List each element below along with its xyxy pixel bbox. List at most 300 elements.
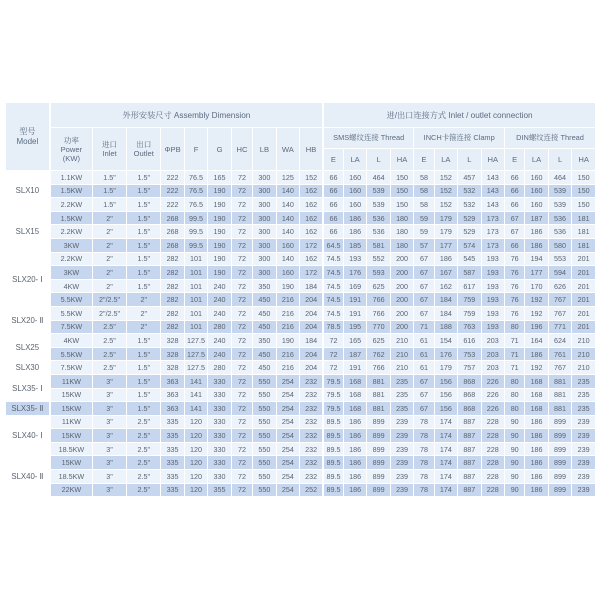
connection-cell: 193: [481, 266, 504, 280]
dimension-cell: 204: [300, 347, 323, 361]
connection-cell: 186: [343, 225, 366, 239]
dimension-cell: 355: [208, 483, 231, 497]
connection-cell: 67: [414, 279, 434, 293]
connection-cell: 58: [414, 184, 434, 198]
model-cell: SLX20- Ⅱ: [6, 306, 50, 333]
connection-cell: 89.5: [323, 470, 343, 484]
connection-cell: 160: [525, 171, 548, 185]
dimension-cell: 160: [276, 238, 299, 252]
connection-cell: 174: [434, 429, 457, 443]
dimension-cell: 72: [231, 361, 252, 375]
connection-cell: 626: [548, 279, 571, 293]
dimension-cell: 101: [184, 306, 207, 320]
connection-cell: 72: [323, 347, 343, 361]
dimension-cell: 72: [231, 442, 252, 456]
dimension-cell: 120: [184, 442, 207, 456]
dimension-cell: 232: [300, 415, 323, 429]
connection-cell: 74.5: [323, 266, 343, 280]
connection-cell: 228: [481, 429, 504, 443]
connection-cell: 66: [323, 211, 343, 225]
connection-cell: 239: [572, 442, 596, 456]
connection-cell: 235: [390, 388, 413, 402]
table-row: [6, 334, 596, 348]
connection-cell: 868: [458, 374, 481, 388]
connection-cell: 78.5: [323, 320, 343, 334]
connection-cell: 78: [414, 483, 434, 497]
model-cell: SLX20- Ⅰ: [6, 252, 50, 306]
outlet-cell: 1.5": [127, 334, 161, 348]
connection-cell: 90: [505, 456, 525, 470]
conn-col-header: HA: [390, 148, 413, 170]
connection-cell: 192: [525, 293, 548, 307]
connection-cell: 201: [572, 266, 596, 280]
model-header: 型号 Model: [6, 103, 50, 171]
connection-cell: 165: [343, 334, 366, 348]
dimension-cell: 72: [231, 429, 252, 443]
connection-cell: 80: [505, 320, 525, 334]
spec-table: [6, 103, 596, 497]
model-cell: SLX35- Ⅱ: [6, 402, 50, 416]
dimension-cell: 282: [161, 279, 184, 293]
connection-cell: 174: [434, 415, 457, 429]
table-row: [6, 361, 596, 375]
dimension-cell: 550: [253, 374, 276, 388]
connection-cell: 464: [548, 171, 571, 185]
connection-cell: 545: [458, 252, 481, 266]
connection-cell: 152: [434, 184, 457, 198]
connection-cell: 150: [572, 184, 596, 198]
inlet-cell: 2.5": [92, 334, 126, 348]
power-cell: 1.5KW: [50, 211, 93, 225]
dimension-cell: 216: [276, 293, 299, 307]
dimension-cell: 72: [231, 483, 252, 497]
connection-cell: 228: [481, 442, 504, 456]
connection-cell: 156: [434, 374, 457, 388]
connection-cell: 881: [367, 402, 390, 416]
connection-cell: 766: [367, 361, 390, 375]
power-cell: 5.5KW: [50, 347, 93, 361]
connection-cell: 57: [414, 238, 434, 252]
power-cell: 4KW: [50, 279, 93, 293]
dimension-cell: 76.5: [184, 171, 207, 185]
connection-cell: 186: [525, 225, 548, 239]
connection-cell: 186: [343, 483, 366, 497]
connection-cell: 899: [367, 442, 390, 456]
outlet-cell: 1.5": [127, 211, 161, 225]
inlet-cell: 3": [92, 442, 126, 456]
dimension-cell: 99.5: [184, 211, 207, 225]
connection-cell: 226: [481, 388, 504, 402]
inlet-cell: 1.5": [92, 184, 126, 198]
connection-cell: 185: [343, 238, 366, 252]
table-row: [6, 238, 596, 252]
connection-cell: 79.5: [323, 388, 343, 402]
table-row: [6, 320, 596, 334]
conn-col-header: L: [548, 148, 571, 170]
connection-cell: 761: [548, 347, 571, 361]
power-cell: 4KW: [50, 334, 93, 348]
table-row: [6, 347, 596, 361]
connection-cell: 539: [367, 198, 390, 212]
connection-cell: 457: [458, 171, 481, 185]
model-cell: SLX40- Ⅰ: [6, 415, 50, 456]
dim-header: HB: [300, 128, 323, 171]
connection-cell: 193: [343, 252, 366, 266]
dimension-cell: 330: [208, 388, 231, 402]
connection-cell: 228: [481, 483, 504, 497]
dimension-cell: 330: [208, 470, 231, 484]
connection-cell: 168: [525, 388, 548, 402]
model-cell: SLX30: [6, 361, 50, 375]
dimension-cell: 240: [208, 293, 231, 307]
connection-cell: 160: [525, 184, 548, 198]
dimension-cell: 101: [184, 266, 207, 280]
dimension-cell: 254: [276, 483, 299, 497]
dimension-cell: 190: [208, 225, 231, 239]
inlet-cell: 2.5": [92, 320, 126, 334]
inlet-cell: 2": [92, 279, 126, 293]
dimension-cell: 300: [253, 252, 276, 266]
connection-cell: 624: [548, 334, 571, 348]
connection-cell: 899: [367, 470, 390, 484]
connection-cell: 176: [343, 266, 366, 280]
connection-cell: 239: [390, 415, 413, 429]
dimension-cell: 141: [184, 388, 207, 402]
connection-cell: 170: [525, 279, 548, 293]
dim-header: HC: [231, 128, 252, 171]
connection-cell: 78: [414, 442, 434, 456]
connection-cell: 187: [525, 211, 548, 225]
table-row: [6, 470, 596, 484]
connection-cell: 210: [390, 347, 413, 361]
inlet-cell: 2.5": [92, 347, 126, 361]
dimension-cell: 254: [276, 402, 299, 416]
connection-cell: 71: [505, 347, 525, 361]
connection-cell: 191: [343, 306, 366, 320]
connection-cell: 184: [434, 306, 457, 320]
connection-cell: 72: [323, 361, 343, 375]
connection-cell: 887: [458, 415, 481, 429]
connection-cell: 767: [548, 361, 571, 375]
connection-cell: 235: [390, 402, 413, 416]
connection-cell: 239: [390, 470, 413, 484]
connection-cell: 67: [414, 266, 434, 280]
dimension-cell: 190: [276, 279, 299, 293]
power-cell: 1.5KW: [50, 184, 93, 198]
conn-col-header: HA: [481, 148, 504, 170]
connection-cell: 66: [323, 171, 343, 185]
dimension-cell: 99.5: [184, 238, 207, 252]
dimension-cell: 76.5: [184, 198, 207, 212]
outlet-cell: 1.5": [127, 402, 161, 416]
dim-header: F: [184, 128, 207, 171]
dimension-cell: 282: [161, 266, 184, 280]
connection-cell: 150: [572, 198, 596, 212]
connection-cell: 239: [390, 429, 413, 443]
model-cell: SLX15: [6, 211, 50, 252]
connection-cell: 201: [572, 252, 596, 266]
connection-cell: 160: [525, 198, 548, 212]
connection-cell: 160: [343, 184, 366, 198]
dimension-cell: 330: [208, 429, 231, 443]
dimension-cell: 190: [208, 198, 231, 212]
connection-cell: 66: [505, 171, 525, 185]
dimension-cell: 280: [208, 320, 231, 334]
inlet-cell: 3": [92, 456, 126, 470]
dimension-cell: 216: [276, 320, 299, 334]
connection-cell: 193: [481, 293, 504, 307]
connection-cell: 160: [343, 198, 366, 212]
dimension-cell: 240: [208, 306, 231, 320]
dimension-cell: 450: [253, 320, 276, 334]
connection-cell: 536: [367, 225, 390, 239]
connection-cell: 74.5: [323, 293, 343, 307]
dimension-cell: 268: [161, 225, 184, 239]
connection-cell: 180: [390, 211, 413, 225]
connection-cell: 186: [525, 470, 548, 484]
dimension-cell: 72: [231, 415, 252, 429]
connection-cell: 553: [548, 252, 571, 266]
connection-cell: 191: [343, 293, 366, 307]
table-row: [6, 388, 596, 402]
dimension-cell: 328: [161, 334, 184, 348]
connection-cell: 464: [367, 171, 390, 185]
connection-cell: 203: [481, 347, 504, 361]
connection-cell: 80: [505, 388, 525, 402]
dimension-cell: 216: [276, 347, 299, 361]
connection-cell: 581: [367, 238, 390, 252]
power-cell: 15KW: [50, 429, 93, 443]
dimension-cell: 204: [300, 320, 323, 334]
dimension-cell: 335: [161, 470, 184, 484]
dimension-cell: 72: [231, 374, 252, 388]
connection-cell: 887: [458, 429, 481, 443]
dimension-cell: 282: [161, 306, 184, 320]
connection-cell: 593: [367, 266, 390, 280]
connection-cell: 881: [367, 374, 390, 388]
connection-cell: 766: [367, 293, 390, 307]
connection-cell: 763: [458, 320, 481, 334]
connection-cell: 881: [548, 374, 571, 388]
connection-cell: 899: [367, 415, 390, 429]
connection-cell: 887: [458, 442, 481, 456]
connection-cell: 868: [458, 388, 481, 402]
table-row: [6, 483, 596, 497]
dimension-cell: 254: [276, 374, 299, 388]
connection-cell: 193: [481, 320, 504, 334]
connection-cell: 625: [367, 279, 390, 293]
connection-cell: 67: [505, 225, 525, 239]
dimension-cell: 101: [184, 293, 207, 307]
dimension-cell: 550: [253, 483, 276, 497]
connection-cell: 143: [481, 171, 504, 185]
dimension-cell: 72: [231, 388, 252, 402]
connection-cell: 80: [505, 374, 525, 388]
dimension-cell: 328: [161, 361, 184, 375]
connection-cell: 169: [343, 279, 366, 293]
connection-cell: 193: [481, 252, 504, 266]
connection-cell: 89.5: [323, 415, 343, 429]
connection-cell: 899: [548, 456, 571, 470]
connection-cell: 201: [572, 306, 596, 320]
connection-cell: 239: [572, 470, 596, 484]
outlet-header: 出口 Outlet: [127, 128, 161, 171]
connection-cell: 66: [323, 198, 343, 212]
connection-cell: 868: [458, 402, 481, 416]
dimension-cell: 550: [253, 388, 276, 402]
connection-cell: 78: [414, 415, 434, 429]
connection-cell: 71: [505, 361, 525, 375]
connection-cell: 186: [525, 483, 548, 497]
inlet-cell: 3": [92, 483, 126, 497]
inlet-cell: 1.5": [92, 171, 126, 185]
dimension-cell: 550: [253, 402, 276, 416]
connection-cell: 536: [548, 225, 571, 239]
connection-cell: 90: [505, 442, 525, 456]
dimension-cell: 141: [184, 374, 207, 388]
dimension-cell: 330: [208, 374, 231, 388]
connection-cell: 200: [390, 306, 413, 320]
dimension-cell: 232: [300, 374, 323, 388]
conn-col-header: E: [414, 148, 434, 170]
inlet-cell: 2"/2.5": [92, 306, 126, 320]
dimension-cell: 300: [253, 238, 276, 252]
dimension-cell: 450: [253, 347, 276, 361]
dimension-cell: 190: [276, 334, 299, 348]
dimension-cell: 72: [231, 238, 252, 252]
dimension-cell: 72: [231, 279, 252, 293]
connection-cell: 164: [525, 334, 548, 348]
connection-cell: 536: [367, 211, 390, 225]
connection-cell: 174: [434, 442, 457, 456]
table-row: [6, 306, 596, 320]
connection-cell: 196: [525, 320, 548, 334]
dimension-cell: 101: [184, 252, 207, 266]
connection-cell: 200: [390, 320, 413, 334]
dimension-cell: 190: [208, 252, 231, 266]
outlet-cell: 1.5": [127, 171, 161, 185]
connection-cell: 143: [481, 184, 504, 198]
connection-cell: 80: [505, 402, 525, 416]
dimension-cell: 300: [253, 211, 276, 225]
dimension-cell: 300: [253, 171, 276, 185]
connection-cell: 193: [481, 306, 504, 320]
assembly-dimension-sheet: [6, 103, 596, 497]
dim-header: ΦPB: [161, 128, 184, 171]
dimension-cell: 330: [208, 456, 231, 470]
dimension-cell: 240: [208, 279, 231, 293]
connection-cell: 89.5: [323, 442, 343, 456]
connection-cell: 239: [390, 442, 413, 456]
connection-cell: 239: [572, 429, 596, 443]
connection-cell: 532: [458, 198, 481, 212]
dimension-cell: 165: [208, 171, 231, 185]
dimension-cell: 190: [208, 238, 231, 252]
outlet-cell: 1.5": [127, 388, 161, 402]
power-cell: 15KW: [50, 388, 93, 402]
inlet-cell: 2": [92, 266, 126, 280]
table-row: [6, 402, 596, 416]
dimension-cell: 282: [161, 320, 184, 334]
inlet-cell: 3": [92, 402, 126, 416]
connection-cell: 71: [505, 334, 525, 348]
connection-cell: 143: [481, 198, 504, 212]
connection-cell: 177: [525, 266, 548, 280]
connection-cell: 881: [548, 388, 571, 402]
connection-cell: 210: [572, 361, 596, 375]
dimension-cell: 268: [161, 238, 184, 252]
connection-cell: 193: [481, 279, 504, 293]
dimension-cell: 335: [161, 483, 184, 497]
connection-cell: 200: [390, 252, 413, 266]
outlet-cell: 1.5": [127, 266, 161, 280]
connection-cell: 201: [572, 320, 596, 334]
dimension-cell: 254: [276, 456, 299, 470]
connection-cell: 235: [572, 388, 596, 402]
connection-cell: 76: [505, 279, 525, 293]
dimension-cell: 216: [276, 361, 299, 375]
dimension-cell: 550: [253, 456, 276, 470]
dimension-cell: 101: [184, 279, 207, 293]
assembly-dimension-header: 外形安装尺寸 Assembly Dimension: [50, 103, 323, 128]
inlet-cell: 2.5": [92, 361, 126, 375]
connection-cell: 79.5: [323, 402, 343, 416]
dimension-cell: 300: [253, 198, 276, 212]
connection-cell: 767: [548, 293, 571, 307]
inlet-cell: 2": [92, 225, 126, 239]
connection-cell: 767: [548, 306, 571, 320]
table-row: [6, 266, 596, 280]
connection-cell: 239: [390, 483, 413, 497]
dimension-cell: 222: [161, 184, 184, 198]
connection-cell: 552: [367, 252, 390, 266]
connection-header: 进/出口连接方式 Inlet / outlet connection: [323, 103, 595, 128]
dimension-cell: 99.5: [184, 225, 207, 239]
connection-cell: 74.5: [323, 252, 343, 266]
dimension-cell: 300: [253, 266, 276, 280]
connection-cell: 66: [505, 238, 525, 252]
connection-cell: 235: [390, 374, 413, 388]
inch-clamp-header: INCH卡箍连接 Clamp: [414, 128, 505, 149]
dimension-cell: 330: [208, 402, 231, 416]
connection-cell: 529: [458, 225, 481, 239]
connection-cell: 239: [572, 415, 596, 429]
power-cell: 15KW: [50, 456, 93, 470]
dimension-cell: 120: [184, 470, 207, 484]
inlet-cell: 3": [92, 374, 126, 388]
dimension-cell: 550: [253, 429, 276, 443]
connection-cell: 210: [572, 347, 596, 361]
dimension-cell: 254: [276, 470, 299, 484]
connection-cell: 76: [505, 266, 525, 280]
connection-cell: 90: [505, 415, 525, 429]
connection-cell: 210: [390, 334, 413, 348]
connection-cell: 76: [505, 293, 525, 307]
connection-cell: 150: [572, 171, 596, 185]
connection-cell: 899: [367, 429, 390, 443]
outlet-cell: 2.5": [127, 442, 161, 456]
inlet-cell: 2"/2.5": [92, 293, 126, 307]
outlet-cell: 2.5": [127, 483, 161, 497]
dimension-cell: 254: [276, 429, 299, 443]
connection-cell: 64.5: [323, 238, 343, 252]
dimension-cell: 190: [208, 266, 231, 280]
dimension-cell: 72: [231, 266, 252, 280]
outlet-cell: 2.5": [127, 429, 161, 443]
dimension-cell: 190: [208, 184, 231, 198]
connection-cell: 200: [390, 293, 413, 307]
connection-cell: 59: [414, 211, 434, 225]
